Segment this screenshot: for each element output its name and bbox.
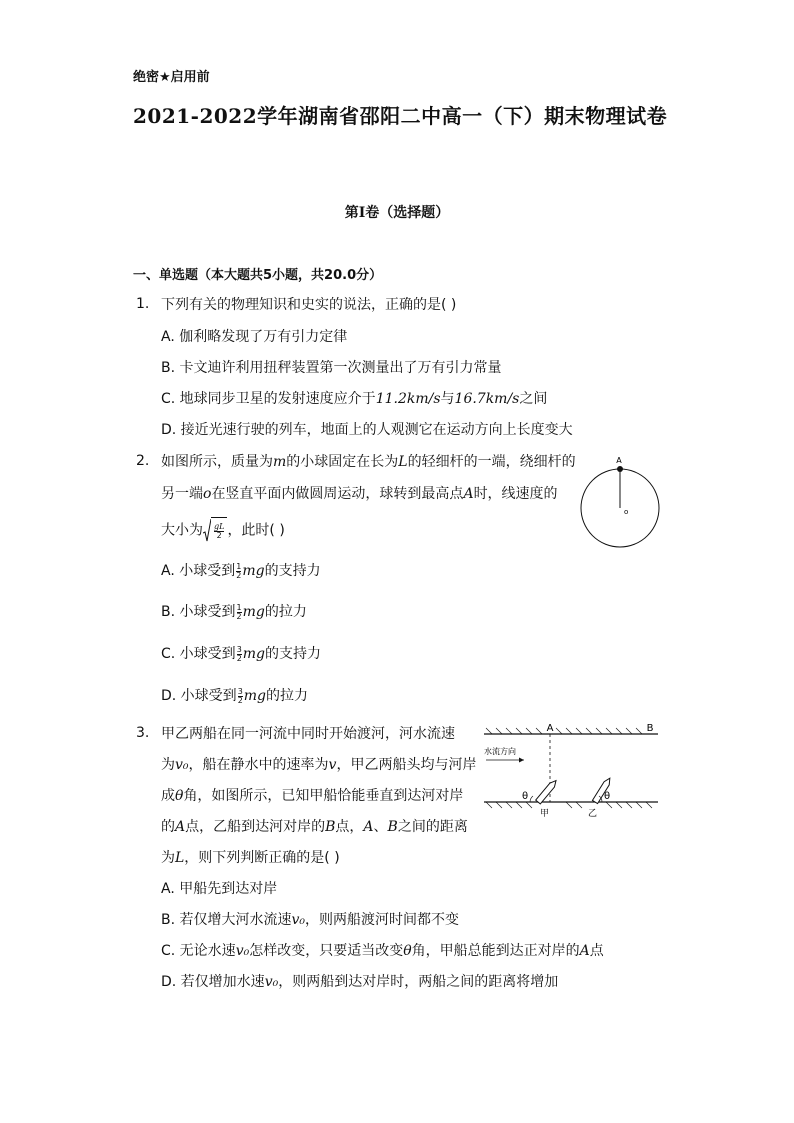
angle-arc: [530, 796, 533, 802]
text: 之间的距离: [397, 819, 468, 835]
text: 的支持力: [265, 646, 322, 662]
text: 点，乙船到达河对岸的: [185, 819, 326, 835]
near-bank-hatch: [486, 802, 652, 808]
text: 为: [161, 757, 175, 773]
fraction-denominator: 2: [236, 570, 242, 580]
math-value: 16.7km/s: [454, 391, 520, 407]
option-a: [161, 559, 321, 583]
math-var: L: [398, 454, 408, 470]
option-text: 之间: [519, 391, 548, 407]
river-crossing-figure: [478, 720, 664, 820]
math-var: A: [363, 819, 374, 835]
option-a: A. 甲船先到达对岸: [161, 881, 278, 897]
math-var: mg: [242, 563, 265, 579]
label-a: A: [546, 723, 554, 734]
text: B. 若仅增大河水流速: [161, 912, 292, 928]
math-var: A: [175, 819, 186, 835]
text: ，则两船到达对岸时，两船之间的距离将增加: [278, 974, 559, 990]
text: 点，: [335, 819, 364, 835]
fraction-numerator: 3: [236, 644, 242, 654]
text: ，则下列判断正确的是( ): [184, 850, 340, 866]
option-b: [161, 600, 307, 624]
text: 时，线速度的: [473, 486, 558, 502]
text: A. 小球受到: [161, 563, 236, 579]
page-title: 2021-2022学年湖南省邵阳二中高一（下）期末物理试卷: [133, 104, 668, 128]
option-text: 与: [440, 391, 455, 407]
question-stem-line: [161, 817, 468, 837]
section-heading: 一、单选题（本大题共5小题，共20.0分）: [133, 268, 383, 283]
text: D. 小球受到: [161, 688, 237, 704]
option-a: A. 伽利略发现了万有引力定律: [161, 329, 348, 345]
math-value: 11.2km/s: [375, 391, 441, 407]
question-stem-line: [161, 517, 285, 544]
theta-label: θ: [604, 791, 611, 802]
option-b: B. 卡文迪许利用扭秤装置第一次测量出了万有引力常量: [161, 360, 502, 376]
flow-direction-label: 水流方向: [484, 747, 516, 756]
option-text: C. 地球同步卫星的发射速度应介于: [161, 391, 376, 407]
volume-heading: 第I卷（选择题）: [344, 205, 450, 221]
text: 的支持力: [264, 563, 321, 579]
fraction-denominator: 2: [214, 531, 224, 540]
text: 为: [161, 850, 175, 866]
math-var: mg: [242, 604, 265, 620]
fraction-numerator: gL: [214, 521, 225, 531]
label-yi: 乙: [588, 809, 598, 819]
math-var: B: [325, 819, 336, 835]
text: 角，甲船总能到达正对岸的: [411, 943, 580, 959]
text: C. 无论水速: [161, 943, 236, 959]
option-d: D. 接近光速行驶的列车，地面上的人观测它在运动方向上长度变大: [161, 422, 573, 438]
ball-dot: [617, 466, 623, 472]
option-c: [161, 941, 604, 961]
math-var: v₀: [291, 912, 306, 928]
text: 怎样改变，只要适当改变: [249, 943, 404, 959]
math-var: L: [175, 850, 185, 866]
question-stem-line: [161, 848, 340, 868]
option-c: [161, 389, 547, 409]
question-number: 2.: [136, 453, 150, 469]
secret-label: 绝密★启用前: [133, 70, 210, 85]
math-var: θ: [175, 788, 184, 804]
sqrt-expression: [203, 517, 227, 544]
math-var: mg: [243, 688, 267, 704]
text: ，船在静水中的速率为: [188, 757, 329, 773]
text: 的拉力: [266, 688, 309, 704]
text: B. 小球受到: [161, 604, 236, 620]
text: ，则两船渡河时间都不变: [305, 912, 460, 928]
fraction-numerator: 1: [236, 561, 242, 571]
boat-jia-icon: [536, 779, 559, 804]
circle-motion-figure: [576, 452, 666, 548]
question-stem-line: [161, 484, 558, 504]
option-d: [161, 972, 558, 992]
math-var: v: [328, 757, 337, 773]
label-b: B: [646, 723, 654, 734]
text: 的轻细杆的一端，绕细杆的: [407, 454, 576, 470]
text: ，此时( ): [227, 522, 285, 539]
math-var: v₀: [175, 757, 189, 773]
fraction-denominator: 2: [237, 695, 243, 705]
option-b: [161, 910, 459, 930]
option-d: [161, 684, 308, 708]
text: 如图所示，质量为: [161, 454, 273, 470]
theta-label: θ: [522, 791, 529, 802]
math-var: θ: [403, 943, 412, 959]
label-a: A: [616, 456, 622, 465]
math-var: m: [273, 454, 287, 470]
sqrt-sign-icon: [203, 519, 211, 543]
question-stem-line: [161, 755, 476, 775]
text: 、: [373, 819, 388, 835]
text: 成: [161, 788, 175, 804]
fraction-denominator: 2: [236, 653, 242, 663]
math-var: A: [579, 943, 590, 959]
math-var: o: [203, 486, 212, 502]
question-number: 1.: [136, 296, 150, 312]
option-c: [161, 642, 321, 666]
fraction-denominator: 2: [236, 611, 242, 621]
label-o: o: [624, 508, 629, 516]
text: 另一端: [161, 486, 203, 502]
question-number: 3.: [136, 725, 150, 741]
question-stem-line: [161, 786, 463, 806]
fraction-numerator: 3: [237, 686, 243, 696]
text: 的小球固定在长为: [286, 454, 399, 470]
text: D. 若仅增加水速: [161, 974, 265, 990]
text: C. 小球受到: [161, 646, 236, 662]
question-stem-line: 甲乙两船在同一河流中同时开始渡河，河水流速: [161, 726, 455, 742]
text: 点: [589, 943, 604, 959]
text: 的拉力: [264, 604, 307, 620]
text: 角，如图所示，已知甲船恰能垂直到达河对岸: [183, 788, 464, 804]
text: 的: [161, 819, 175, 835]
text: 大小为: [161, 522, 203, 539]
flow-arrowhead-icon: [519, 758, 524, 763]
math-var: B: [387, 819, 398, 835]
question-stem: 下列有关的物理知识和史实的说法，正确的是( ): [161, 297, 457, 313]
math-var: mg: [242, 646, 266, 662]
math-var: v₀: [264, 974, 279, 990]
text: 在竖直平面内做圆周运动，球转到最高点: [211, 486, 464, 502]
math-var: v₀: [235, 943, 250, 959]
far-bank-hatch: [486, 728, 642, 734]
fraction-numerator: 1: [236, 602, 242, 612]
math-var: A: [463, 486, 474, 502]
question-stem-line: [161, 452, 576, 472]
label-jia: 甲: [540, 809, 550, 819]
text: ，甲乙两船头均与河岸: [336, 757, 477, 773]
